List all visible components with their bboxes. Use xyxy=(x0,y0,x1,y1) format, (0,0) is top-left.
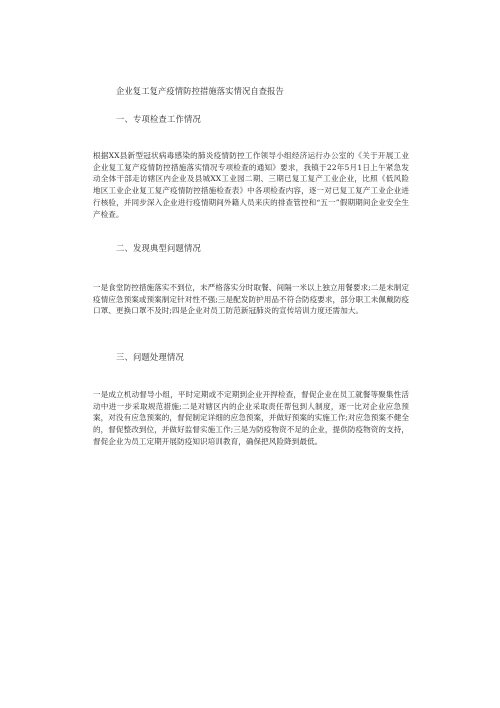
section-heading-handling: 三、问题处理情况 xyxy=(116,352,184,362)
section-heading-inspection: 一、专项检查工作情况 xyxy=(116,114,201,124)
document-title: 企业复工复产疫情防控措施落实情况自查报告 xyxy=(116,86,284,96)
section-body-problems: 一是食堂防控措施落实不到位，未严格落实分时取餐、间隔一米以上独立用餐要求;二是未制定疫情应急预案或预案制定针对性不强;三是配发防护用品不符合防疫要求，部分职工未佩戴防疫口罩、更换口罩不及时;四是企业对员工防范新冠肺炎的宣传培训力度还需加大。 xyxy=(93,283,409,316)
section-body-handling: 一是成立机动督导小组，平时定期或不定期到企业开捍检查，督促企业在员工就餐等聚集性活动中进一步采取规范措施;二是对辖区内的企业采取责任帮包到人制度，逐一比对企业应急预案，对没有应急预案的，督促制定详细的应急预案，并做好预案的实施工作;对应急预案不健全的，督促整改到位，并做好监督实施工作;三是为防疫物资不足的企业，提供防疫物资的支持，督促企业为员工定期开展防疫知识培训教育，确保把风险降到最低。 xyxy=(93,390,409,446)
section-body-inspection: 根据XX县新型冠状病毒感染的肺炎疫情防控工作领导小组经济运行办公室的《关于开展工业企业复工复产疫情防控措施落实情况专项检查的通知》要求，我镇于22年5月1日上午紧急发动全体干部走访辖区内企业及县城XX工业园二期、三期已复工复产工业企业，比照《低风险地区工业企业复工复产疫情防控措施检查表》中各项检查内容，逐一对已复工复产工业企业进行核验，并同步深入企业进行疫情期间外籍人员来庆的排查管控和“五一”假期期间企业安全生产检查。 xyxy=(93,151,409,219)
section-heading-problems: 二、发现典型问题情况 xyxy=(116,243,201,253)
